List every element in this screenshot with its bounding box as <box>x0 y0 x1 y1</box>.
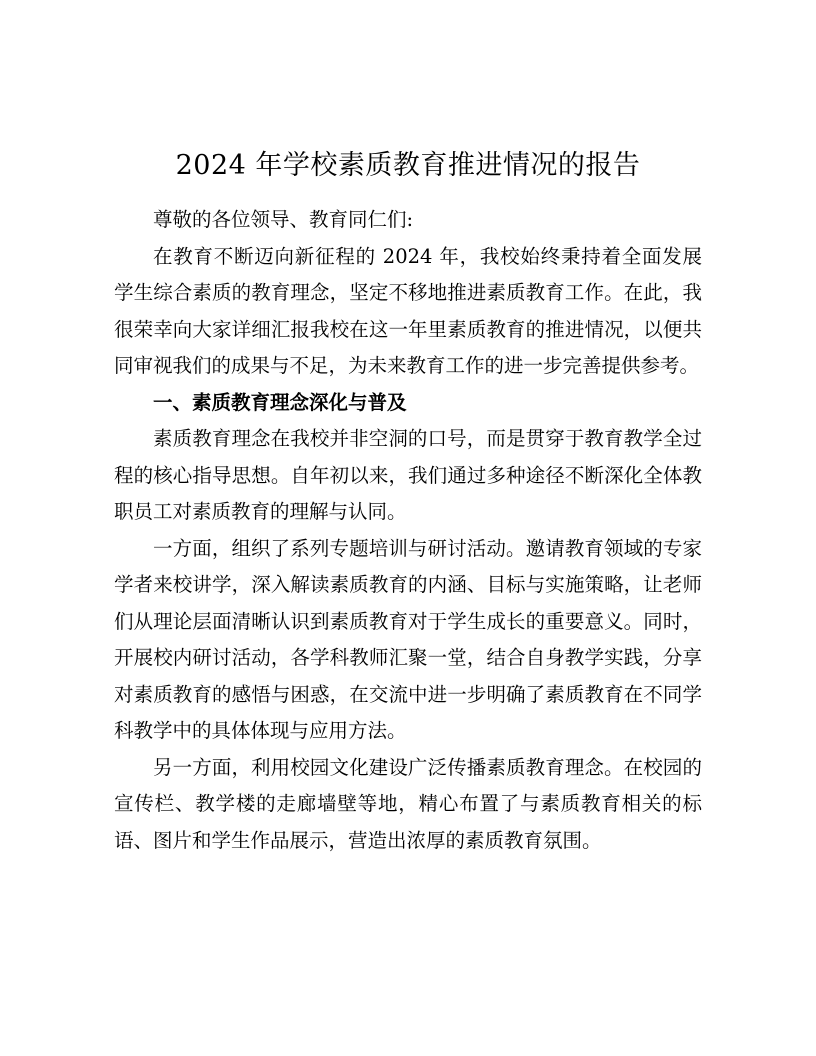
document-title: 2024 年学校素质教育推进情况的报告 <box>175 150 641 181</box>
section-paragraph-3: 另一方面，利用校园文化建设广泛传播素质教育理念。在校园的宣传栏、教学楼的走廊墙壁等地，精心布置了与素质教育相关的标语、图片和学生作品展示，营造出浓厚的素质教育氛围。 <box>114 755 702 852</box>
section-paragraph-1: 素质教育理念在我校并非空洞的口号，而是贯穿于教育教学全过程的核心指导思想。自年初以来，我们通过多种途径不断深化全体教职员工对素质教育的理解与认同。 <box>114 427 702 523</box>
intro-paragraph: 在教育不断迈向新征程的 2024 年，我校始终秉持着全面发展学生综合素质的教育理念，坚定不移地推进素质教育工作。在此，我很荣幸向大家详细汇报我校在这一年里素质教育的推进情况，以便共同审视我们的成果与不足，为未来教育工作的进一步完善提供参考。 <box>114 244 702 377</box>
salutation: 尊敬的各位领导、教育同仁们: <box>153 208 414 231</box>
document-body <box>114 202 702 859</box>
section-heading: 一、素质教育理念深化与普及 <box>153 390 407 414</box>
document-page <box>114 0 702 1056</box>
section-paragraph-2: 一方面，组织了系列专题培训与研讨活动。邀请教育领域的专家学者来校讲学，深入解读素质教育的内涵、目标与实施策略，让老师们从理论层面清晰认识到素质教育对于学生成长的重要意义。同时，开展校内研讨活动，各学科教师汇聚一堂，结合自身教学实践，分享对素质教育的感悟与困惑，在交流中进一步明确了素质教育在不同学科教学中的具体体现与应用方法。 <box>114 536 702 742</box>
